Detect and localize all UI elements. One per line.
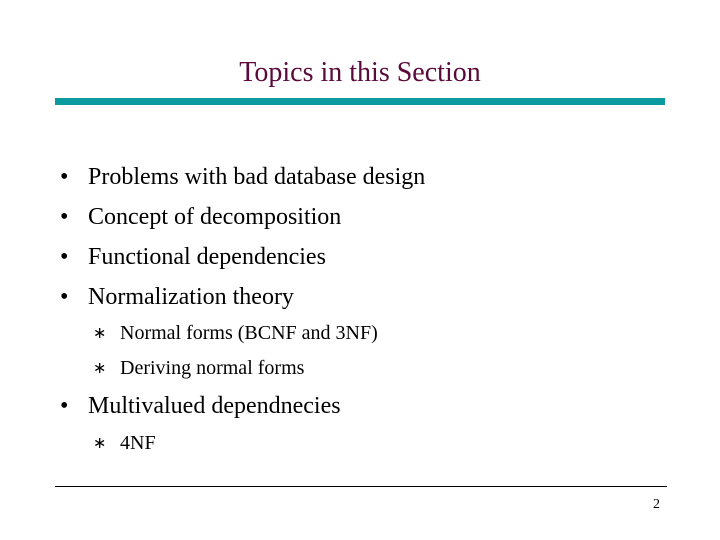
bullet-marker: • <box>60 393 69 419</box>
bullet-text: Problems with bad database design <box>88 164 426 190</box>
title-underline <box>55 98 665 105</box>
bullet-item <box>60 391 341 421</box>
sub-bullet-text: 4NF <box>120 432 156 454</box>
asterisk-icon: ∗ <box>93 323 107 342</box>
sub-bullet-item <box>93 430 156 456</box>
footer-divider <box>55 486 667 487</box>
sub-bullet-text: Normal forms (BCNF and 3NF) <box>120 322 378 344</box>
bullet-marker: • <box>60 204 69 230</box>
bullet-marker: • <box>60 244 69 270</box>
asterisk-icon: ∗ <box>93 358 107 377</box>
bullet-text: Multivalued dependnecies <box>88 393 341 419</box>
bullet-text: Concept of decomposition <box>88 204 342 230</box>
page-number: 2 <box>653 497 660 512</box>
bullet-text: Normalization theory <box>88 284 294 310</box>
bullet-text: Functional dependencies <box>88 244 326 270</box>
slide-title: Topics in this Section <box>239 57 481 88</box>
bullet-item <box>60 202 341 232</box>
sub-bullet-text: Deriving normal forms <box>120 357 305 379</box>
bullet-item <box>60 162 425 192</box>
sub-bullet-item <box>93 355 304 381</box>
asterisk-icon: ∗ <box>93 433 107 452</box>
sub-bullet-item <box>93 320 378 346</box>
bullet-item <box>60 282 294 312</box>
bullet-marker: • <box>60 164 69 190</box>
bullet-marker: • <box>60 284 69 310</box>
bullet-item <box>60 242 326 272</box>
